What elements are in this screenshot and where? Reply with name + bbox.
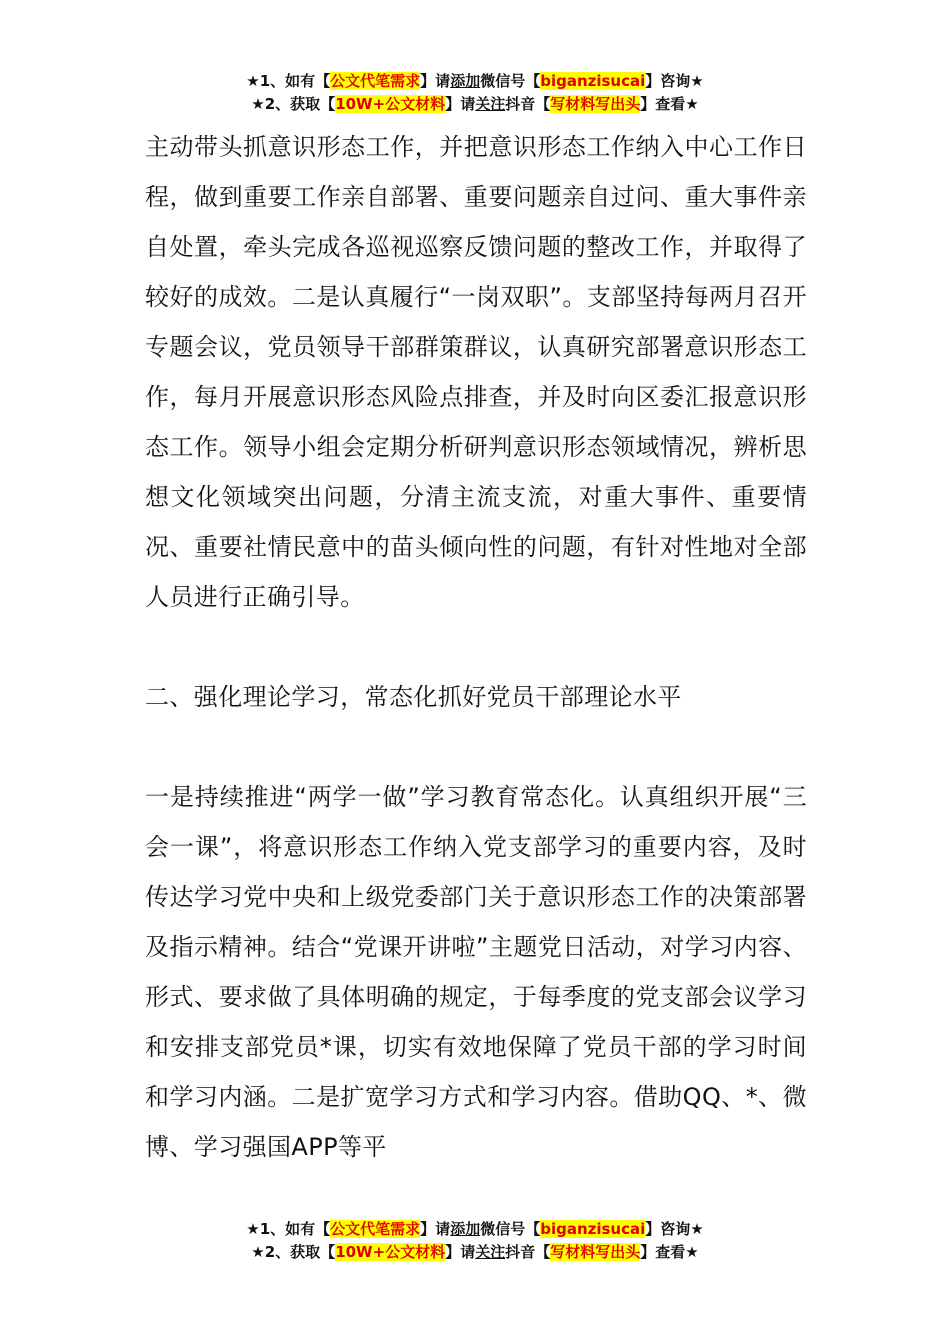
banner-text: 】咨询★	[645, 72, 704, 90]
banner-text: ★1、如有【	[246, 1220, 331, 1238]
banner-text: 】咨询★	[645, 1220, 704, 1238]
banner-line-2	[0, 93, 950, 116]
banner-text: 】请	[420, 72, 451, 90]
banner-highlight: 10W+公文材料	[335, 95, 446, 113]
banner-text: 微信号【	[480, 1220, 541, 1238]
banner-text: 抖音【	[505, 1243, 551, 1261]
paragraph-spacer	[145, 722, 807, 772]
banner-text: ★2、获取【	[251, 1243, 336, 1261]
banner-line-1	[0, 1218, 950, 1241]
banner-underline: 添加	[450, 1220, 481, 1238]
banner-underline: 关注	[475, 95, 506, 113]
banner-highlight: 10W+公文材料	[335, 1243, 446, 1261]
banner-text: ★1、如有【	[246, 72, 331, 90]
banner-highlight: 公文代笔需求	[330, 72, 421, 90]
paragraph-2: 一是持续推进“两学一做”学习教育常态化。认真组织开展“三会一课”，将意识形态工作纳入党支部学习的重要内容，及时传达学习党中央和上级党委部门关于意识形态工作的决策部署及指示精神。结合“党课开讲啦”主题党日活动，对学习内容、形式、要求做了具体明确的规定，于每季度的党支部会议学习和安排支部党员*课，切实有效地保障了党员干部的学习时间和学习内涵。二是扩宽学习方式和学习内容。借助QQ、*、微博、学习强国APP等平	[145, 783, 807, 1161]
banner-underline: 添加	[450, 72, 481, 90]
paragraph-1: 主动带头抓意识形态工作，并把意识形态工作纳入中心工作日程，做到重要工作亲自部署、重要问题亲自过问、重大事件亲自处置，牵头完成各巡视巡察反馈问题的整改工作，并取得了较好的成效。二是认真履行“一岗双职”。支部坚持每两月召开专题会议，党员领导干部群策群议，认真研究部署意识形态工作，每月开展意识形态风险点排查，并及时向区委汇报意识形态工作。领导小组会定期分析研判意识形态领域情况，辨析思想文化领域突出问题，分清主流支流，对重大事件、重要情况、重要社情民意中的苗头倾向性的问题，有针对性地对全部人员进行正确引导。	[145, 133, 807, 611]
banner-underline: 关注	[475, 1243, 506, 1261]
banner-highlight: 公文代笔需求	[330, 1220, 421, 1238]
banner-line-1	[0, 70, 950, 93]
section-heading-2: 二、强化理论学习，常态化抓好党员干部理论水平	[145, 683, 682, 711]
banner-highlight: 写材料写出头	[550, 1243, 641, 1261]
banner-highlight: 写材料写出头	[550, 95, 641, 113]
banner-text: 】查看★	[640, 95, 699, 113]
banner-line-2	[0, 1241, 950, 1264]
banner-text: ★2、获取【	[251, 95, 336, 113]
document-body	[145, 122, 807, 1172]
header-banner	[0, 70, 950, 116]
footer-banner	[0, 1218, 950, 1264]
banner-highlight: biganzisucai	[540, 1220, 646, 1238]
banner-text: 】请	[445, 95, 476, 113]
banner-text: 抖音【	[505, 95, 551, 113]
banner-text: 微信号【	[480, 72, 541, 90]
banner-text: 】请	[420, 1220, 451, 1238]
paragraph-spacer	[145, 622, 807, 672]
banner-text: 】查看★	[640, 1243, 699, 1261]
banner-text: 】请	[445, 1243, 476, 1261]
banner-highlight: biganzisucai	[540, 72, 646, 90]
